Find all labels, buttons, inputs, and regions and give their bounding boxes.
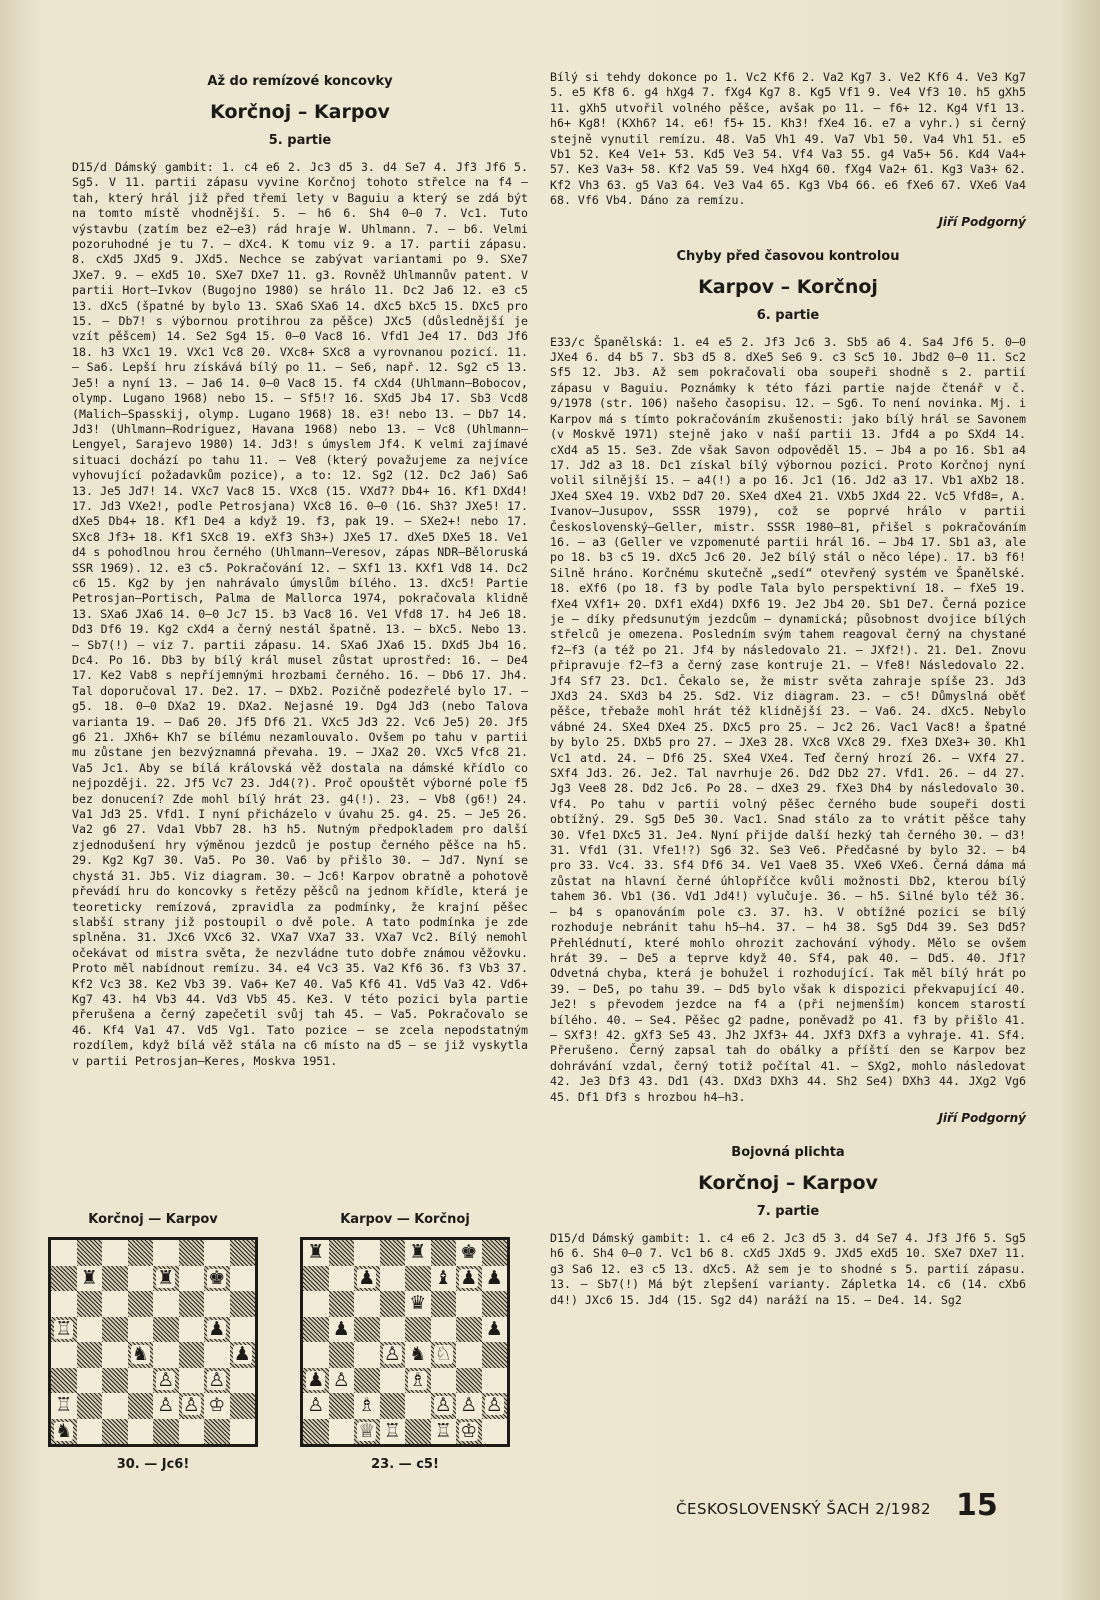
board-square <box>179 1240 205 1266</box>
author-signature-2: Jiří Podgorný <box>938 1110 1026 1125</box>
board-square <box>329 1419 355 1445</box>
board-square <box>354 1266 380 1292</box>
board-square <box>431 1266 457 1292</box>
board-square <box>405 1419 431 1445</box>
white-bishop-icon: ♗ <box>409 1368 427 1391</box>
game-commentary-1: D15/d Dámský gambit: 1. c4 e6 2. Jc3 d5 3. d4 Se7 4. Jf3 Jf6 5. Sg5. V 11. partii zápasu vyvine Korčnoj tohoto střelce na f4 – tah, který hrál již před třemi lety v Baguiu a který se zdá být na tomto místě vhodnější. 5. – h6 6. Sh4 0–0 7. Vc1. Tuto výstavbu (zatím bez e2–e3) rád hraje W. Uhlmann. 7. – b6. Velmi pozoruhodné je tu 7. – dXc4. K tomu viz 9. a 17. partii zápasu. 8. cXd5 JXd5 9. JXd5. Nechce se zabývat variantami po 9. SXe7 JXe7. 9. – eXd5 10. SXe7 DXe7 11. g3. Rovněž Uhlmannův patent. V partii Hort–Ivkov (Bugojno 1980) se hrálo 11. Dc2 Ja6 12. e3 c5 13. dXc5 (špatné by bylo 13. SXa6 SXa6 14. dXc5 bXc5 15. DXc5 pro 15. – Db7! s výbornou protihrou za pěšce) JXc5 (důslednější je vzít pěšcem) 14. Se2 Sg4 15. 0–0 Vac8 16. Vfd1 Je4 17. Dd3 Jf6 18. h3 VXc1 19. VXc1 Vc8 20. VXc8+ SXc8 a vyrovnanou pozicí. 11. – Sa6. Lepší hru získává bílý po 11. – Se6, např. 12. Sg2 c5 13. Je5! a nyní 13. – Ja6 14. 0–0 Vac8 15. f4 cXd4 (Uhlmann–Bobocov, olymp. Lugano 1968) nebo 15. – Sf5!? 16. SXd5 Jb4 17. Sb3 Vcd8 (Malich–Spasskij, olymp. Lugano 1968) 18. e3! nebo 13. – Db7 14. Jd3! (Uhlmann–Rodriguez, Havana 1968) nebo 13. – Vc8 (Uhlmann–Lengyel, Sarajevo 1980) 14. Jd3! s úmyslem Jf4. K velmi zajímavé situaci dochází po tahu 11. – Ve8 (který považujeme za nejvíce vyhovující požadavkům pozice), a to: 12. Sg2 (12. Dc2 Ja6) Sa6 13. Je5 Jd7! 14. VXc7 Vac8 15. VXc8 (15. VXd7? Db4+ 16. Kf1 DXd4! 17. Jd3 VXe2!, podle Petrosjana) VXc8 16. 0–0 (16. Sh3? JXe5! 17. dXe5 Db4+ 18. Kf1 De4 a když 19. f3, pak 19. – SXe2+! nebo 17. SXc8 Jf3+ 18. Kf1 SXc8 19. eXf3 Sh3+) JXe5 17. dXe5 DXe5 18. Ve1 d4 s pohodlnou hrou černého (Uhlmann–Veresov, zápas NDR–Běloruská SSR 1969). 12. e3 c5. Pokračování 12. – SXf1 13. KXf1 Vd8 14. Dc2 c6 15. Kg2 by jen nahrávalo úmyslům bílého. 13. dXc5! Partie Petrosjan–Portisch, Palma de Mallorca 1974, pokračovala klidně 13. SXa6 JXa6 14. 0–0 Jc7 15. b3 Vac8 16. Ve1 Vfd8 17. h4 Je6 18. Dd3 Df6 19. Kg2 cXd4 a černý nestál špatně. 13. – bXc5. Nebo 13. – Sb7(!) – viz 7. partii zápasu. 14. SXa6 JXa6 15. DXd5 Jb4 16. Dc4. Po 16. Db3 by bílý král musel zůstat uprostřed: 16. – De4 17. Ke2 Vab8 s nepříjemnými hrozbami černého. 16. – Db6 17. Jh4. Tal doporučoval 17. De2. 17. – DXb2. Pozičně podezřelé bylo 17. – g5. 18. 0–0 DXa2 19. DXa2. Nejasné 19. Dg4 Jd3 (nebo Talova varianta 19. – Da6 20. Jf5 Df6 21. VXc5 Jd3 22. Vc6 Je5) 20. Jf5 g6 21. JXh6+ Kh7 se bílému nezamlouvalo. Ovšem po tahu v partii mu zůstane jen bezvýznamná převaha. 19. – JXa2 20. VXc5 Vfc8 21. Va5 Jc1. Aby se bílá královská věž dostala na dámské křídlo co nejpozději. 22. Jf5 Vc7 23. Jd4(?). Proč opouštět výborné pole f5 bez donucení? Zde mohl bílý hrát 23. g4(!). 23. – Vb8 (g6!) 24. Va1 Jd3 25. Vfd1. I nyní přicházelo v úvahu 25. g4. 25. – Je5 26. Va2 g6 27. Vda1 Vbb7 28. h3 h5. Nutným předpokladem pro další zjednodušení hry výměnou jezdců je postup černého pěšce na h5. 29. Kg2 Kg7 30. Va5. Po 30. Va6 by přišlo 30. – Jd7. Nyní se chystá 31. Jb5. Viz diagram. 30. – Jc6! Karpov obratně a pohotově převádí hru do koncovky s řetězy pěšců na jednom křídle, která je teoreticky remízová, zpravidla za podmínky, že krajní pěšec slabší strany již postoupil o dvě pole. A tato podmínka je zde splněna. 31. JXc6 VXc6 32. VXa7 VXa7 33. VXa7 Vc2. Bílý nemohl očekávat od mistra světa, že nezvládne tuto dobře známou věžovku. Proto měl nabídnout remízu. 34. e4 Vc3 35. Va2 Kf6 36. f3 Vb3 37. Kf2 Vc3 38. Ke2 Vb3 39. Va6+ Ke7 40. Va5 Kf6 41. Vd5 Va3 42. Vd6+ Kg7 43. h4 Vb3 44. Vd3 Vb5 45. Ke3. V této pozici byla partie přerušena a černý zapečetil svůj tah 45. – Va5. Pokračovalo se 46. Kf4 Va1 47. Vd5 Vg1. Tato pozice – se zcela nepodstatným rozdílem, když bílá věž stála na c6 místo na d5 – se již vyskytla v partii Petrosjan–Keres, Moskva 1951. <box>72 160 528 1068</box>
board-square <box>179 1368 205 1394</box>
black-rook-icon: ♜ <box>409 1241 427 1264</box>
board-square <box>329 1393 355 1419</box>
board-square <box>204 1342 230 1368</box>
board-square <box>405 1291 431 1317</box>
board-square <box>230 1240 256 1266</box>
board-square <box>380 1266 406 1292</box>
board-square <box>354 1393 380 1419</box>
board-square <box>179 1317 205 1343</box>
board-square <box>380 1317 406 1343</box>
board-square <box>482 1291 508 1317</box>
board-square <box>128 1266 154 1292</box>
board-square <box>128 1419 154 1445</box>
board-square <box>204 1419 230 1445</box>
white-bishop-icon: ♗ <box>358 1394 376 1417</box>
board-square <box>153 1368 179 1394</box>
black-pawn-icon: ♟ <box>332 1317 350 1340</box>
board-square <box>77 1368 103 1394</box>
white-pawn-icon: ♙ <box>307 1394 325 1417</box>
board-square <box>179 1291 205 1317</box>
board-square <box>329 1342 355 1368</box>
board-square <box>128 1393 154 1419</box>
board-square <box>354 1317 380 1343</box>
board-square <box>380 1342 406 1368</box>
board-square <box>77 1393 103 1419</box>
board-square <box>153 1240 179 1266</box>
board-square <box>77 1266 103 1292</box>
board-square <box>153 1419 179 1445</box>
board-square <box>51 1266 77 1292</box>
board-square <box>128 1342 154 1368</box>
board-square <box>303 1368 329 1394</box>
board-square <box>153 1317 179 1343</box>
diagram-move: 23. — c5! <box>371 1457 439 1472</box>
board-square <box>380 1291 406 1317</box>
board-square <box>405 1266 431 1292</box>
black-queen-icon: ♛ <box>409 1292 427 1315</box>
white-rook-icon: ♖ <box>434 1419 452 1442</box>
board-square <box>303 1317 329 1343</box>
game-title-1: Korčnoj – Karpov <box>210 101 390 123</box>
board-square <box>179 1266 205 1292</box>
chess-diagrams <box>48 1212 518 1472</box>
board-square <box>51 1342 77 1368</box>
board-square <box>51 1368 77 1394</box>
board-square <box>482 1240 508 1266</box>
board-square <box>128 1368 154 1394</box>
white-pawn-icon: ♙ <box>157 1394 175 1417</box>
board-square <box>102 1291 128 1317</box>
board-square <box>303 1240 329 1266</box>
board-square <box>405 1240 431 1266</box>
board-square <box>431 1291 457 1317</box>
board-square <box>51 1393 77 1419</box>
diagram-caption: Karpov — Korčnoj <box>340 1212 470 1227</box>
right-column <box>550 70 1026 1308</box>
black-rook-icon: ♜ <box>307 1241 325 1264</box>
board-square <box>179 1342 205 1368</box>
board-square <box>153 1393 179 1419</box>
board-square <box>204 1266 230 1292</box>
black-knight-icon: ♞ <box>409 1343 427 1366</box>
board-square <box>128 1317 154 1343</box>
board-square <box>354 1368 380 1394</box>
board-square <box>456 1291 482 1317</box>
diagram-caption: Korčnoj — Karpov <box>88 1212 218 1227</box>
section-header-1: Až do remízové koncovky <box>207 74 393 89</box>
black-knight-icon: ♞ <box>131 1343 149 1366</box>
black-pawn-icon: ♟ <box>208 1317 226 1340</box>
black-bishop-icon: ♝ <box>434 1266 452 1289</box>
board-square <box>303 1266 329 1292</box>
board-square <box>354 1240 380 1266</box>
board-square <box>204 1240 230 1266</box>
board-square <box>456 1368 482 1394</box>
board-square <box>405 1368 431 1394</box>
black-pawn-icon: ♟ <box>485 1266 503 1289</box>
board-square <box>51 1291 77 1317</box>
board-square <box>230 1368 256 1394</box>
board-square <box>380 1240 406 1266</box>
board-square <box>482 1368 508 1394</box>
board-square <box>204 1368 230 1394</box>
board-square <box>102 1393 128 1419</box>
journal-footer: ČESKOSLOVENSKÝ ŠACH 2/1982 <box>676 1500 931 1518</box>
board-square <box>230 1419 256 1445</box>
board-square <box>204 1393 230 1419</box>
board-square <box>230 1317 256 1343</box>
game-title-3: Korčnoj – Karpov <box>698 1171 878 1194</box>
black-king-icon: ♚ <box>460 1241 478 1264</box>
white-pawn-icon: ♙ <box>383 1343 401 1366</box>
board-square <box>102 1317 128 1343</box>
diagram-move: 30. — Jc6! <box>116 1457 190 1472</box>
board-square <box>329 1266 355 1292</box>
board-square <box>77 1317 103 1343</box>
black-pawn-icon: ♟ <box>485 1317 503 1340</box>
board-square <box>102 1266 128 1292</box>
board-square <box>380 1368 406 1394</box>
board-square <box>405 1342 431 1368</box>
board-square <box>456 1419 482 1445</box>
board-square <box>230 1393 256 1419</box>
board-square <box>153 1266 179 1292</box>
board-square <box>482 1342 508 1368</box>
black-pawn-icon: ♟ <box>233 1343 251 1366</box>
board-square <box>431 1342 457 1368</box>
section-header-3: Bojovná plichta <box>731 1144 845 1160</box>
page-number: 15 <box>956 1488 998 1523</box>
black-pawn-icon: ♟ <box>307 1368 325 1391</box>
board-square <box>230 1342 256 1368</box>
chess-board <box>300 1237 510 1447</box>
black-pawn-icon: ♟ <box>358 1266 376 1289</box>
board-square <box>153 1342 179 1368</box>
game-number-1: 5. partie <box>268 133 332 148</box>
board-square <box>204 1317 230 1343</box>
board-square <box>329 1368 355 1394</box>
game-commentary-3: D15/d Dámský gambit: 1. c4 e6 2. Jc3 d5 3. d4 Se7 4. Jf3 Jf6 5. Sg5 h6 6. Sh4 0–0 7. Vc1 b6 8. cXd5 JXd5 9. JXd5 eXd5 10. SXe7 DXe7 11. g3 Sa6 12. e3 c5 13. dXc5. Až sem je to shodné s 5. partií zápasu. 13. – Sb7(!) Má být zlepšení varianty. Zápletka 14. c6 (14. cXb6 d4!) JXc6 15. Jd4 (15. Sg2 d4) naráží na 15. – De4. 14. Sg2 <box>550 1230 1026 1307</box>
black-rook-icon: ♜ <box>157 1266 175 1289</box>
board-square <box>303 1419 329 1445</box>
white-pawn-icon: ♙ <box>434 1394 452 1417</box>
board-square <box>179 1419 205 1445</box>
board-square <box>77 1342 103 1368</box>
board-square <box>456 1240 482 1266</box>
board-square <box>431 1317 457 1343</box>
board-square <box>431 1419 457 1445</box>
board-square <box>329 1240 355 1266</box>
board-square <box>482 1266 508 1292</box>
diagram-karpov-korcnoj <box>300 1212 510 1472</box>
board-square <box>77 1291 103 1317</box>
board-square <box>128 1240 154 1266</box>
white-king-icon: ♔ <box>460 1419 478 1442</box>
board-square <box>329 1317 355 1343</box>
board-square <box>102 1342 128 1368</box>
board-square <box>51 1240 77 1266</box>
black-rook-icon: ♜ <box>80 1266 98 1289</box>
board-square <box>380 1393 406 1419</box>
game-number-2: 6. partie <box>756 307 820 323</box>
board-square <box>354 1291 380 1317</box>
game-number-3: 7. partie <box>756 1203 820 1219</box>
board-square <box>303 1291 329 1317</box>
white-knight-icon: ♘ <box>434 1343 452 1366</box>
white-rook-icon: ♖ <box>55 1317 73 1340</box>
board-square <box>354 1419 380 1445</box>
white-rook-icon: ♖ <box>55 1394 73 1417</box>
white-pawn-icon: ♙ <box>157 1368 175 1391</box>
board-square <box>456 1342 482 1368</box>
white-king-icon: ♔ <box>208 1394 226 1417</box>
board-square <box>354 1342 380 1368</box>
board-square <box>482 1419 508 1445</box>
white-pawn-icon: ♙ <box>182 1394 200 1417</box>
board-square <box>456 1266 482 1292</box>
board-square <box>230 1291 256 1317</box>
board-square <box>303 1342 329 1368</box>
black-pawn-icon: ♟ <box>460 1266 478 1289</box>
author-signature-1: Jiří Podgorný <box>938 214 1026 229</box>
board-square <box>405 1393 431 1419</box>
game-title-2: Karpov – Korčnoj <box>698 275 878 298</box>
board-square <box>380 1419 406 1445</box>
board-square <box>77 1419 103 1445</box>
white-pawn-icon: ♙ <box>485 1394 503 1417</box>
white-pawn-icon: ♙ <box>460 1394 478 1417</box>
black-king-icon: ♚ <box>208 1266 226 1289</box>
board-square <box>230 1266 256 1292</box>
left-column <box>72 70 528 1069</box>
white-pawn-icon: ♙ <box>332 1368 350 1391</box>
game-commentary-2: E33/c Španělská: 1. e4 e5 2. Jf3 Jc6 3. Sb5 a6 4. Sa4 Jf6 5. 0–0 JXe4 6. d4 b5 7. Sb3 d5 8. dXe5 Se6 9. c3 Sc5 10. Jbd2 0–0 11. Sc2 Sf5 12. Jb3. Až sem pokračovali oba soupeři shodně s 2. partií zápasu v Baguiu. Poznámky k této fázi partie najde čtenář v č. 9/1978 (str. 106) našeho časopisu. 12. – Sg6. To není novinka. Mj. i Karpov má s tímto pokračováním zkušenosti: jako bílý hrál se Savonem (v Moskvě 1971) stejně jako v naší partii 13. Jfd4 a po SXd4 14. cXd4 a5 15. Se3. Zde však Savon odpověděl 15. – Jb4 a po 16. Sb1 a4 17. Jd2 a3 18. Dc1 získal bílý výbornou pozici. Proto Korčnoj nyní volil silnější 15. – a4(!) a po 16. Jc1 (16. Jd2 a3 17. Vb1 aXb2 18. JXe4 SXe4 19. VXb2 Dd7 20. SXe4 dXe4 21. VXb5 JXd4 22. Vc5 Vfd8=, A. Ivanov–Jusupov, SSSR 1979), což se poprvé hrálo v partii Československý–Geller, mistr. SSSR 1980–81, přišel s pokračováním 16. – a3 (Geller ve vzpomenuté partii hrál 16. – Jb4 17. Sb1 a3, ale po 18. b3 c5 19. dXc5 Jc6 20. Je2 bílý stál o něco lépe). 17. b3 f6! Silně hráno. Korčnému skutečně „sedí“ otevřený systém ve Španělské. 18. eXf6 (po 18. f3 by podle Tala bylo perspektivní 18. – fXe5 19. fXe4 VXf1+ 20. DXf1 eXd4) DXf6 19. Je2 Jb4 20. Sb1 De7. Černá pozice je – díky předsunutým jezdcům – dynamická; působnost dvojice bílých střelců je omezena. Posledním svým tahem reagoval černý na chystané f2–f3 (a též po 21. Jf4 by následovalo 21. – JXf2!). 21. De1. Znovu připravuje f2–f3 a černý zase kontruje 21. – Vfe8! Následovalo 22. Jf4 Sf7 23. Dc1. Čekalo se, že mistr světa zahraje spíše 23. Jd3 JXd3 24. SXd3 b4 25. Sd2. Viz diagram. 23. – c5! Důmyslná oběť pěšce, třebaže mohl hrát též klidnější 23. – Va6. 24. dXc5. Nebylo vábné 24. SXe4 DXe4 25. DXc5 pro 25. – Jc2 26. Vac1 Vac8! a špatné by bylo 25. DXb5 pro 27. – JXe3 28. VXc8 VXc8 29. fXe3 DXe3+ 30. Kh1 Vc1 atd. 24. – Df6 25. SXe4 VXe4. Teď černý hrozí 26. – VXf4 27. SXf4 Jd3. 26. Je2. Tal navrhuje 26. Dd2 Db2 27. Vfd1. 26. – d4 27. Jg3 Vee8 28. Dd2 Jc6. Po 28. – dXe3 29. fXe3 Dh4 by následovalo 30. Vf4. Po tahu v partii volný pěšec černého bude soupeři dosti obtížný. 29. Sg5 De5 30. Vac1. Snad stálo za to vrátit pěšce tahy 30. Vfe1 DXc5 31. Je4. Nyní přijde další hezký tah černého 30. – d3! 31. Vfd1 (31. Vfe1!?) Sg6 32. Se3 Ve6. Předčasné by bylo 32. – b4 pro 33. Vc4. 33. Sf4 Df6 34. Ve1 Vae8 35. VXe6 VXe6. Černá dáma má zůstat na hlavní černé úhlopříčce kvůli možnosti Db2, kterou bílý tahem 36. Vb1 (36. Vd1 Jd4!) vylučuje. 36. – h5. Silné bylo též 36. – b4 s opanováním pole c3. 37. h3. V obtížné pozici se bílý rozhoduje nebránit tahu h5–h4. 37. – h4 38. Sg5 Dd4 39. Se3 Dd5? Přehlédnutí, které mohlo ohrozit zachování výhody. Mělo se ovšem hrát 39. – De5 a teprve když 40. Sf4, pak 40. – Dd5. 40. Jf1? Odvetná chyba, která je bohužel i rozhodující. Tak měl bílý hrát po 39. – De5, po tahu 39. – Dd5 bylo však k dispozici překvapující 40. Je2! s převodem jezdce na f4 a (při nejmenším) koncem starostí bílého. 40. – Se4. Pěšec g2 padne, poněvadž po 41. f3 by přišlo 41. – SXf3! 42. gXf3 Se5 43. Jh2 JXf3+ 44. JXf3 DXf3 a vyhraje. 41. Sf4. Přerušeno. Černý zapsal tah do obálky a příští den se Karpov bez dohrávání vzdal, černý totiž počítal 41. – SXg2, mohlo následovat 42. Je3 Df3 43. Dd1 (43. DXd3 DXh3 44. Sh2 Se4) DXh3 44. JXg2 Vg6 45. Df1 Df3 s hrozbou h4–h3. <box>550 334 1026 1104</box>
white-pawn-icon: ♙ <box>208 1368 226 1391</box>
board-square <box>482 1393 508 1419</box>
board-square <box>102 1240 128 1266</box>
board-square <box>153 1291 179 1317</box>
board-square <box>329 1291 355 1317</box>
white-rook-icon: ♖ <box>383 1419 401 1442</box>
board-square <box>102 1368 128 1394</box>
board-square <box>431 1240 457 1266</box>
board-square <box>456 1393 482 1419</box>
chess-board <box>48 1237 258 1447</box>
board-square <box>77 1240 103 1266</box>
board-square <box>482 1317 508 1343</box>
board-square <box>431 1393 457 1419</box>
black-knight-icon: ♞ <box>55 1419 73 1442</box>
game-continuation: Bílý si tehdy dokonce po 1. Vc2 Kf6 2. Va2 Kg7 3. Ve2 Kf6 4. Ve3 Kg7 5. e5 Kf8 6. g4 hXg4 7. fXg4 Kg7 8. Kg5 Vf1 9. Ve4 Vf3 10. h5 gXh5 11. gXh5 utvořil volného pěšce, avšak po 11. – f6+ 12. Kg4 Vf1 13. h6+ Kg8! (KXh6? 14. e6! f5+ 15. Kh3! fXe4 16. e7 a vyhr.) si černý stejně vynutil remízu. 48. Va5 Vh1 49. Va7 Vb1 50. Va4 Vh1 51. e5 Vb1 52. Ke4 Ve1+ 53. Kd5 Ve3 54. Vf4 Va3 55. g4 Va5+ 56. Kd4 Va4+ 57. Ke3 Va3+ 58. Kf2 Va5 59. Ve4 hXg4 60. fXg4 Va2+ 61. Kg3 Va3+ 62. Kf2 Vh3 63. g5 Va3 64. Ve3 Va4 65. Kg3 Vb4 66. e6 fXe6 67. VXe6 Va4 68. Vf6 Vb4. Dáno za remízu. <box>550 70 1026 208</box>
board-square <box>456 1317 482 1343</box>
board-square <box>204 1291 230 1317</box>
section-header-2: Chyby před časovou kontrolou <box>676 248 900 264</box>
white-queen-icon: ♕ <box>358 1419 376 1442</box>
board-square <box>179 1393 205 1419</box>
board-square <box>303 1393 329 1419</box>
diagram-korcnoj-karpov <box>48 1212 258 1472</box>
board-square <box>128 1291 154 1317</box>
board-square <box>431 1368 457 1394</box>
board-square <box>405 1317 431 1343</box>
board-square <box>51 1419 77 1445</box>
board-square <box>102 1419 128 1445</box>
board-square <box>51 1317 77 1343</box>
